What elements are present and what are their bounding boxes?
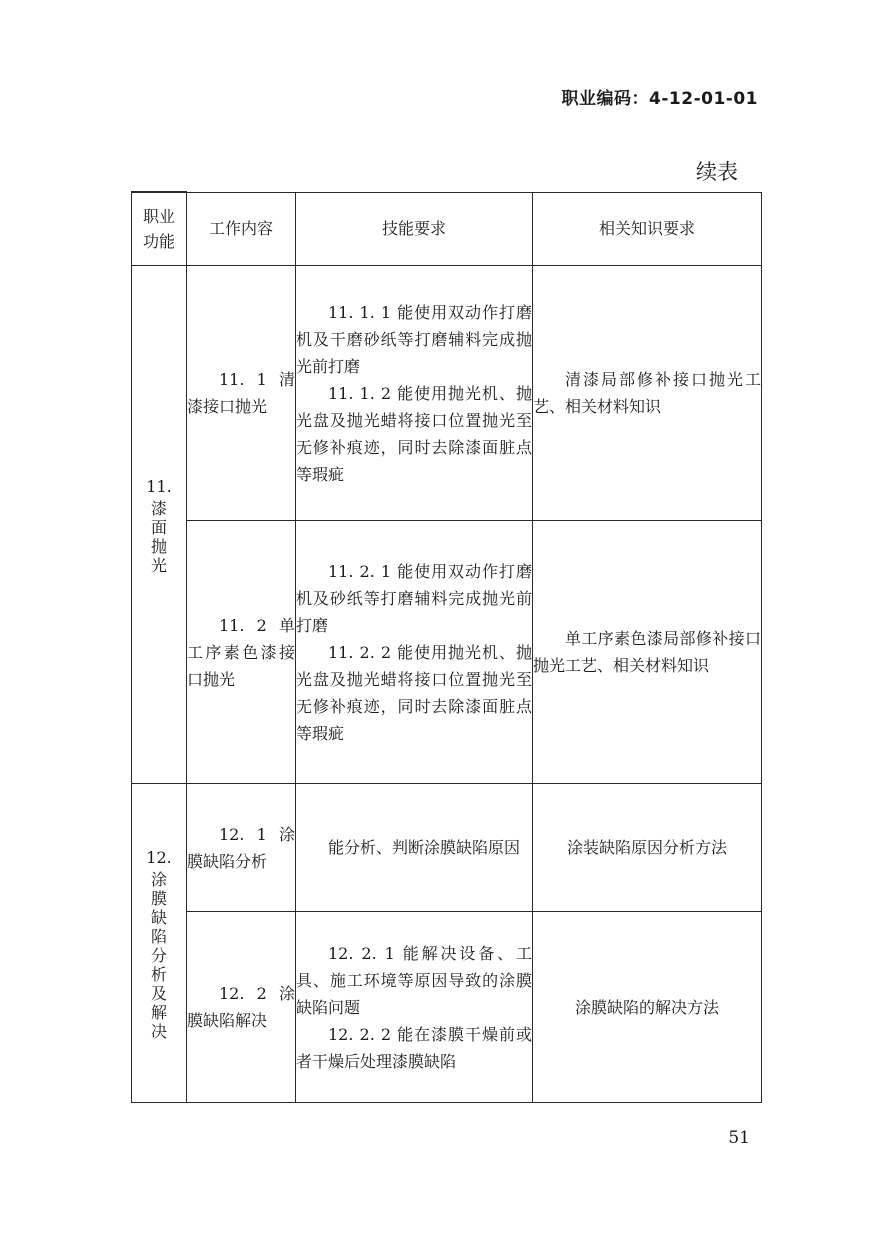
- standards-table: [131, 191, 762, 1103]
- header-knowledge-requirements: 相关知识要求: [533, 192, 762, 266]
- skill-cell: [296, 266, 533, 521]
- work-content-cell: 12. 2 涂膜缺陷解决: [187, 912, 296, 1103]
- skill-item: 能分析、判断涂膜缺陷原因: [328, 838, 521, 857]
- header-work-content: 工作内容: [187, 192, 296, 266]
- table-row: [132, 521, 762, 784]
- page-number: 51: [728, 1128, 750, 1148]
- work-content-cell: 11. 1 清漆接口抛光: [187, 266, 296, 521]
- work-content-cell: 12. 1 涂膜缺陷分析: [187, 784, 296, 912]
- knowledge-cell: 涂装缺陷原因分析方法: [533, 784, 762, 912]
- skill-cell: [296, 784, 533, 912]
- skill-item: 12. 2. 1 能解决设备、工具、施工环境等原因导致的涂膜缺陷问题: [296, 943, 532, 1017]
- header-function: 职业功能: [132, 192, 187, 266]
- table-row: [132, 784, 762, 912]
- function-number: 12.: [146, 847, 172, 867]
- header-skill-requirements: 技能要求: [296, 192, 533, 266]
- skill-item: 11. 2. 1 能使用双动作打磨机及砂纸等打磨辅料完成抛光前打磨: [296, 561, 532, 635]
- function-number: 11.: [146, 476, 172, 496]
- skill-item: 11. 2. 2 能使用抛光机、抛光盘及抛光蜡将接口位置抛光至无修补痕迹，同时去除漆面脏点等瑕疵: [296, 642, 532, 743]
- table-row: [132, 912, 762, 1103]
- continued-label: 续表: [696, 160, 738, 184]
- occupation-code: 职业编码：4-12-01-01: [561, 89, 758, 109]
- skill-cell: [296, 521, 533, 784]
- function-name: 漆面抛光: [150, 498, 167, 575]
- table-row: [132, 266, 762, 521]
- table-header-row: [132, 192, 762, 266]
- function-cell-11: [132, 266, 187, 784]
- function-cell-12: [132, 784, 187, 1103]
- skill-cell: [296, 912, 533, 1103]
- skill-item: 12. 2. 2 能在漆膜干燥前或者干燥后处理漆膜缺陷: [296, 1024, 532, 1071]
- skill-item: 11. 1. 2 能使用抛光机、抛光盘及抛光蜡将接口位置抛光至无修补痕迹，同时去除漆面脏点等瑕疵: [296, 383, 532, 484]
- knowledge-cell: 清漆局部修补接口抛光工艺、相关材料知识: [533, 266, 762, 521]
- knowledge-cell: 单工序素色漆局部修补接口抛光工艺、相关材料知识: [533, 521, 762, 784]
- work-content-cell: 11. 2 单工序素色漆接口抛光: [187, 521, 296, 784]
- knowledge-cell: 涂膜缺陷的解决方法: [533, 912, 762, 1103]
- skill-item: 11. 1. 1 能使用双动作打磨机及干磨砂纸等打磨辅料完成抛光前打磨: [296, 302, 532, 376]
- function-name: 涂膜缺陷分析及解决: [150, 869, 167, 1041]
